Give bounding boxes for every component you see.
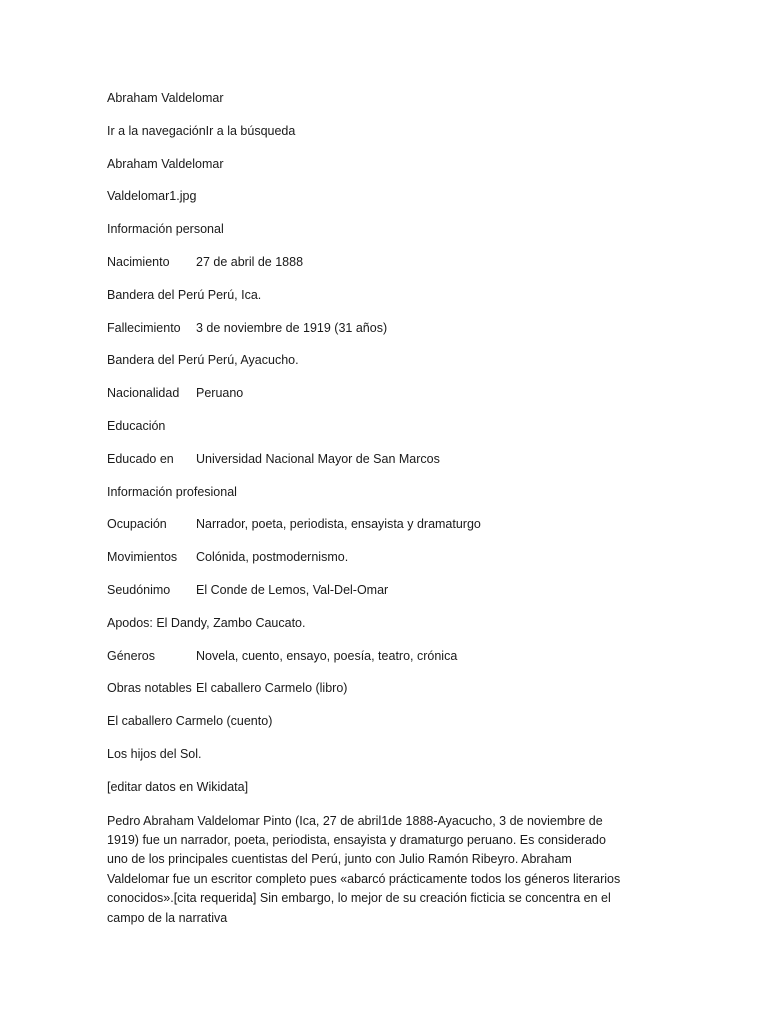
label-obras-notables: Obras notables <box>107 681 192 696</box>
row-fallecimiento <box>107 320 647 336</box>
value-fallecimiento: 3 de noviembre de 1919 (31 años) <box>196 320 388 335</box>
birth-place: Bandera del Perú Perú, Ica. <box>107 287 262 302</box>
intro-paragraph: Pedro Abraham Valdelomar Pinto (Ica, 27 de abril1de 1888-Ayacucho, 3 de noviembre de 1919) fue un narrador, poeta, periodista, ensayista y dramaturgo peruano. Es considerado uno de los principales cuentistas del Perú, junto con Julio Ramón Ribeyro. Abraham Valdelomar fue un escritor completo pues «abarcó prácticamente todos los géneros literarios conocidos».[cita requerida] Sin embargo, lo mejor de su creación ficticia se concentra en el campo de la narrativa <box>107 813 621 925</box>
row-obras-notables <box>107 680 647 696</box>
label-fallecimiento: Fallecimiento <box>107 320 181 335</box>
section-personal-info: Información personal <box>107 222 224 237</box>
navigation-links-text: Ir a la navegaciónIr a la búsqueda <box>107 123 296 138</box>
row-generos <box>107 648 647 664</box>
document-page <box>107 90 647 928</box>
value-movimientos: Colónida, postmodernismo. <box>196 550 349 565</box>
label-movimientos: Movimientos <box>107 550 178 565</box>
label-educado-en: Educado en <box>107 451 174 466</box>
value-obras-notables: El caballero Carmelo (libro) <box>196 681 348 696</box>
label-generos: Géneros <box>107 648 155 663</box>
label-seudonimo: Seudónimo <box>107 582 171 597</box>
row-ocupacion <box>107 516 647 532</box>
row-seudonimo <box>107 582 647 598</box>
label-ocupacion: Ocupación <box>107 517 167 532</box>
infobox-name: Abraham Valdelomar <box>107 156 224 171</box>
value-seudonimo: El Conde de Lemos, Val-Del-Omar <box>196 582 389 597</box>
document-title: Abraham Valdelomar <box>107 91 224 105</box>
value-educado-en: Universidad Nacional Mayor de San Marcos <box>196 451 440 466</box>
death-place: Bandera del Perú Perú, Ayacucho. <box>107 353 299 368</box>
section-educacion: Educación <box>107 418 166 433</box>
value-nacionalidad: Peruano <box>196 386 244 401</box>
obra-hijos-del-sol: Los hijos del Sol. <box>107 746 202 761</box>
label-nacimiento: Nacimiento <box>107 254 170 269</box>
value-generos: Novela, cuento, ensayo, poesía, teatro, crónica <box>196 648 458 663</box>
apodos-line: Apodos: El Dandy, Zambo Caucato. <box>107 615 306 630</box>
value-nacimiento: 27 de abril de 1888 <box>196 254 304 269</box>
edit-wikidata-text: [editar datos en Wikidata] <box>107 779 249 794</box>
row-nacimiento <box>107 254 647 270</box>
image-filename: Valdelomar1.jpg <box>107 189 197 204</box>
section-profesional: Información profesional <box>107 484 237 499</box>
value-ocupacion: Narrador, poeta, periodista, ensayista y dramaturgo <box>196 517 481 532</box>
row-nacionalidad <box>107 385 647 401</box>
row-educado-en <box>107 451 647 467</box>
row-movimientos <box>107 549 647 565</box>
label-nacionalidad: Nacionalidad <box>107 386 180 401</box>
obra-caballero-carmelo-cuento: El caballero Carmelo (cuento) <box>107 714 273 729</box>
